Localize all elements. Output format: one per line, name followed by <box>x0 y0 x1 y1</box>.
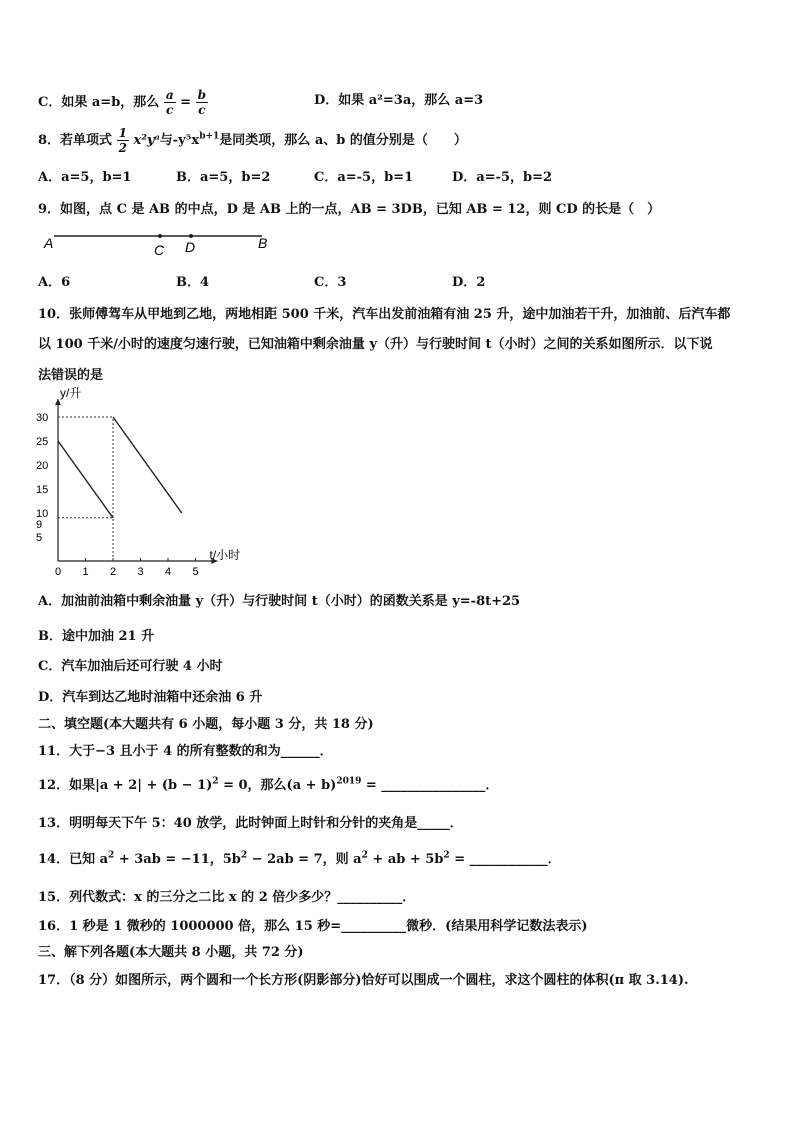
q9-option-c: C．3 <box>314 275 347 290</box>
x-tick-label: 2 <box>110 566 117 578</box>
point-d-label: D <box>185 239 196 255</box>
section-3-heading: 三、解下列各题(本大题共 8 小题，共 72 分) <box>38 945 304 960</box>
q10-option-a: A．加油前油箱中剩余油量 y（升）与行驶时间 t（小时）的函数关系是 y=-8t+25 <box>38 594 521 609</box>
series-line-2 <box>113 417 182 513</box>
x-tick-label: 4 <box>165 566 172 578</box>
q10-option-d: D．汽车到达乙地时油箱中还余油 6 升 <box>38 690 263 705</box>
q10-line-1: 10．张师傅驾车从甲地到乙地，两地相距 500 千米，汽车出发前油箱有油 25 升，途中加油若干升，加油前、后汽车都 <box>38 307 731 322</box>
y-axis-label: y/升 <box>60 386 82 400</box>
q17: 17．（8 分）如图所示，两个圆和一个长方形(阴影部分)恰好可以围成一个圆柱，求这个圆柱的体积(π 取 3.14). <box>38 973 689 988</box>
q7-fraction-a-over-c: $\frac{a}{c}$ <box>165 88 174 117</box>
y-tick-label: 15 <box>36 484 49 496</box>
q9-option-a: A．6 <box>38 275 71 290</box>
q12: 12．如果$|a + 2| + (b - 1)^2 = 0$，那么$(a + b)^{2019}$ = ________________． <box>38 776 499 793</box>
q8-fraction-half: $\frac{1}{2}$ <box>118 126 127 155</box>
q8-option-a: A．a=5，b=1 <box>38 170 132 185</box>
x-tick-label: 0 <box>55 566 62 578</box>
q10-line-3: 法错误的是 <box>38 368 104 383</box>
q8-question: 8．若单项式 $\frac{1}{2}$ x²yᵃ与$-y^5x^{b+1}$是同类项，那么 a、b 的值分别是（ ） <box>38 126 467 155</box>
series-line-1 <box>58 441 113 518</box>
q16: 16．1 秒是 1 微秒的 1000000 倍，那么 15 秒=__________微秒．(结果用科学记数法表示) <box>38 919 588 934</box>
q14: 14．已知 $a^2 + 3ab = -11$，$5b^2 - 2ab = 7$，则 $a^2$ + ab + $5b^2$ = ____________． <box>38 850 561 867</box>
x-tick-label: 1 <box>82 566 89 578</box>
point-b-label: B <box>258 235 268 251</box>
y-tick-label: 30 <box>36 412 49 424</box>
q10-line-2: 以 100 千米/小时的速度匀速行驶，已知油箱中剩余油量 y（升）与行驶时间 t（小时）之间的关系如图所示．以下说 <box>38 337 713 352</box>
section-2-heading: 二、填空题(本大题共有 6 小题，每小题 3 分，共 18 分) <box>38 717 374 732</box>
q7-c-prefix: C．如果 a=b，那么 <box>38 95 160 110</box>
q10-option-c: C．汽车加油后还可行驶 4 小时 <box>38 659 223 674</box>
y-tick-label: 10 <box>36 508 49 520</box>
q9-segment-figure <box>40 228 280 258</box>
x-tick-label: 5 <box>192 566 199 578</box>
x-tick-label: 3 <box>137 566 144 578</box>
q8-option-b: B．a=5，b=2 <box>176 170 271 185</box>
y-tick-label: 20 <box>36 460 49 472</box>
q8-option-c: C．a=-5，b=1 <box>314 170 414 185</box>
q11: 11．大于−3 且小于 4 的所有整数的和为______． <box>38 744 333 759</box>
q8-option-d: D．a=-5，b=2 <box>452 170 553 185</box>
q9-option-d: D．2 <box>452 275 486 290</box>
q9-question: 9．如图，点 C 是 AB 的中点，D 是 AB 上的一点，AB = 3DB，已知 AB = 12，则 CD 的长是（ ） <box>38 202 661 217</box>
y-tick-label: 25 <box>36 436 49 448</box>
q7-option-c: C．如果 a=b，那么 $\frac{a}{c}$ = $\frac{b}{c}$ <box>38 88 206 117</box>
x-axis-label: t/小时 <box>209 548 241 562</box>
q7-fraction-b-over-c: $\frac{b}{c}$ <box>197 88 206 117</box>
y-tick-label: 5 <box>36 532 43 544</box>
q15: 15．列代数式：x 的三分之二比 x 的 2 倍少多少？__________． <box>38 890 416 905</box>
point-c-label: C <box>154 242 165 258</box>
point-a-label: A <box>44 235 54 251</box>
q9-option-b: B．4 <box>176 275 210 290</box>
q13: 13．明明每天下午 5：40 放学，此时钟面上时针和分针的夹角是_____． <box>38 816 463 831</box>
q7-option-d: D．如果 a²=3a，那么 a=3 <box>314 93 484 108</box>
q10-fuel-chart <box>30 385 280 580</box>
y-tick-label: 9 <box>36 518 43 531</box>
q10-option-b: B．途中加油 21 升 <box>38 629 155 644</box>
